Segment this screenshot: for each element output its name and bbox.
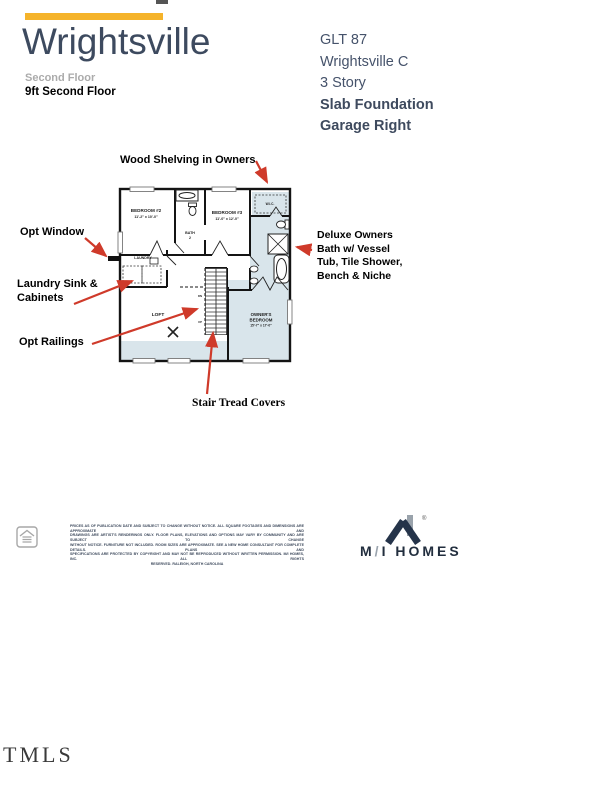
callout-laundry-sink: Laundry Sink & Cabinets: [17, 278, 98, 304]
room-label-bedroom3: BEDROOM #3: [211, 210, 243, 215]
callout-opt-railings: Opt Railings: [19, 336, 84, 348]
arrow-wood-shelving: [256, 161, 267, 182]
room-dims-owners: 15'-7" x 17'-0": [250, 323, 272, 328]
spec-stories: 3 Story: [320, 75, 366, 91]
svg-text:2: 2: [189, 236, 191, 240]
bath2-tub: [176, 190, 198, 201]
owners-shower: [268, 234, 288, 254]
opt-window-mark: [108, 256, 121, 261]
arrow-laundry-sink: [74, 281, 132, 304]
disclaimer-text: PRICES AS OF PUBLICATION DATE AND SUBJECT TO CHANGE WITHOUT NOTICE. ALL SQUARE FOOTAGES AND DIMENSIONS ARE APPROXIMATE AND DRAWINGS ARE ARTIST'S RENDERINGS ONLY. FLOOR PLANS, ELEVATIONS AND OPTIONS MAY VARY BY COMMUNITY AND ARE SUBJECT TO CHANGE WITHOUT NOTICE. FURNITURE NOT INCLUDED. ROOM SIZES ARE APPROXIMATE. SEE A NEW HOME CONSULTANT FOR COMPLETE DETAILS. PLANS AND SPECIFICATIONS ARE PROTECTED BY COPYRIGHT AND MAY NOT BE REPRODUCED WITHOUT WRITTEN PERMISSION. M/I HOMES, INC. ALL RIGHTS RESERVED. RALEIGH, NORTH CAROLINA: [70, 524, 304, 566]
equal-housing-icon: [16, 526, 38, 548]
room-label-wic: W.I.C.: [265, 202, 275, 206]
mi-homes-wordmark: M/I HOMES: [360, 543, 462, 559]
page-title: Wrightsville: [22, 21, 211, 62]
mi-homes-roof-icon: [380, 511, 430, 545]
loft-x-mark: [168, 327, 178, 337]
stairs: [205, 268, 227, 335]
room-label-bedroom2: BEDROOM #2: [130, 208, 162, 213]
room-label-owners: OWNER'S: [250, 312, 272, 317]
laundry-appliances: [123, 266, 161, 283]
callout-wood-shelving: Wood Shelving in Owners: [120, 154, 256, 166]
floor-subtitle: Second Floor: [25, 72, 96, 84]
room-label-bath2: BATH: [185, 231, 195, 235]
room-label-laundry: LAUNDRY: [134, 256, 152, 260]
tmls-logo: TMLS: [3, 742, 74, 767]
owners-toilet: [277, 220, 290, 229]
registered-mark: ®: [422, 516, 427, 522]
arrow-opt-railings: [92, 309, 197, 344]
callout-deluxe-bath: Deluxe Owners Bath w/ Vessel Tub, Tile Shower, Bench & Niche: [317, 229, 403, 282]
room-dims-bedroom3: 11'-0" x 12'-0": [215, 217, 239, 221]
callout-stair-tread: Stair Tread Covers: [192, 397, 286, 409]
stairs-dn-label: DN: [197, 294, 203, 298]
floor-feature: 9ft Second Floor: [25, 86, 116, 98]
room-label-loft: LOFT: [151, 313, 165, 318]
spec-lot: GLT 87: [320, 32, 368, 48]
spec-garage: Garage Right: [320, 118, 412, 134]
arrow-deluxe-bath: [297, 247, 312, 250]
svg-text:BEDROOM: BEDROOM: [249, 317, 273, 323]
callout-opt-window: Opt Window: [20, 226, 85, 238]
room-dims-bedroom2: 11'-2" x 10'-0": [134, 215, 158, 219]
arrow-opt-window: [85, 238, 106, 256]
spec-plan: Wrightsville C: [320, 53, 409, 70]
stairs-up-label: UP: [198, 320, 202, 324]
bath2-toilet: [189, 203, 197, 216]
spec-foundation: Slab Foundation: [320, 96, 434, 113]
